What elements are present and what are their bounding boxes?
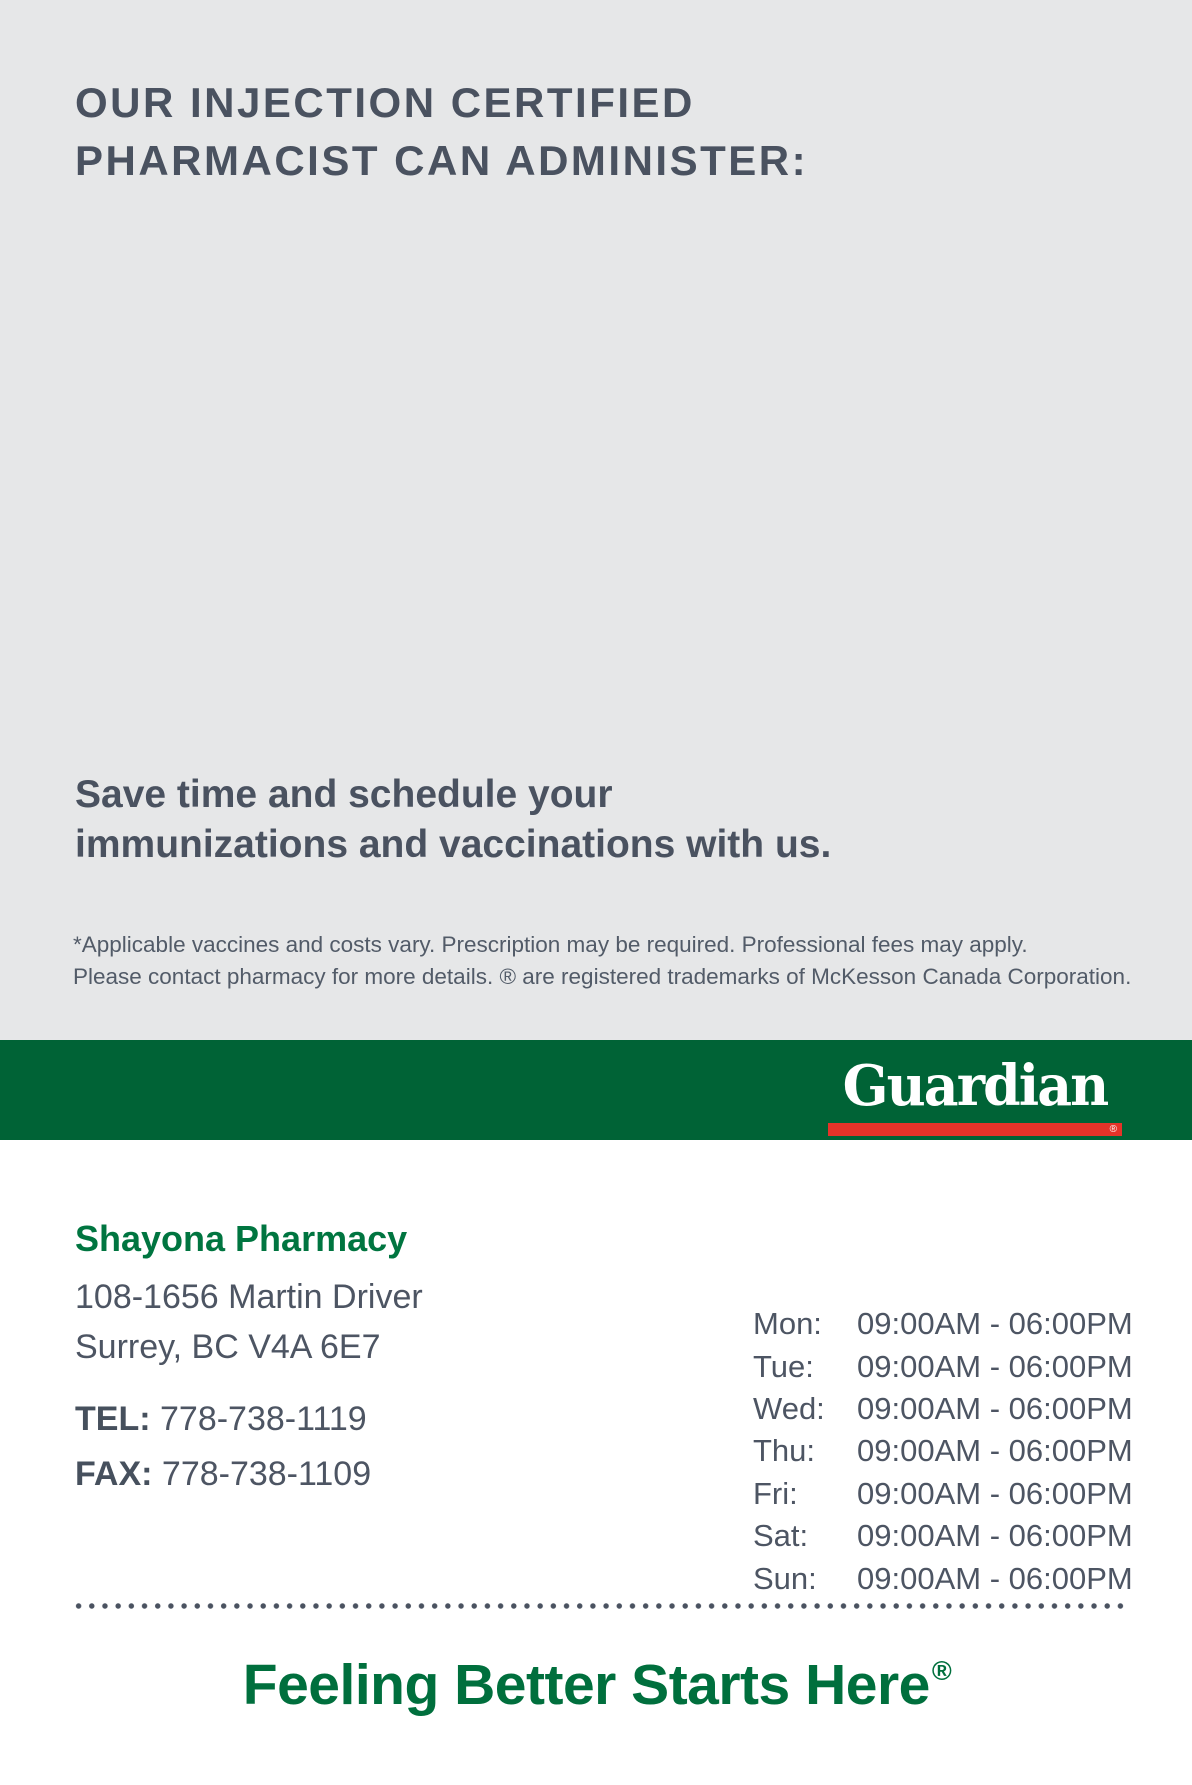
fax-label: FAX: — [75, 1455, 153, 1493]
page-title-line-1: OUR INJECTION CERTIFIED — [75, 79, 695, 126]
hours-row-thu — [753, 1430, 1133, 1472]
hours-day-label: Wed: — [753, 1390, 825, 1426]
hours-day-label: Fri: — [753, 1475, 798, 1511]
hours-row-sun — [753, 1557, 1133, 1599]
page-title — [75, 74, 808, 189]
store-info-section — [0, 1140, 1192, 1785]
save-time-line-1: Save time and schedule your — [75, 773, 613, 816]
store-address-line-1: 108-1656 Martin Driver — [75, 1278, 423, 1316]
hours-row-mon — [753, 1303, 1133, 1345]
save-time-message — [75, 770, 831, 870]
hours-day-label: Sat: — [753, 1518, 809, 1554]
hours-time-value: 09:00AM - 06:00PM — [857, 1306, 1133, 1342]
disclaimer-text — [73, 929, 1131, 993]
store-phone-numbers — [75, 1392, 371, 1502]
hours-time-value: 09:00AM - 06:00PM — [857, 1348, 1133, 1384]
hours-day-label: Sun: — [753, 1560, 817, 1596]
tagline-text: Feeling Better Starts Here — [242, 1653, 930, 1717]
store-name: Shayona Pharmacy — [75, 1218, 408, 1259]
tel-label: TEL: — [75, 1400, 151, 1438]
hours-day-label: Tue: — [753, 1348, 814, 1384]
store-fax-row — [75, 1447, 371, 1502]
store-address-line-2: Surrey, BC V4A 6E7 — [75, 1328, 381, 1366]
tel-number: 778-738-1119 — [160, 1400, 367, 1438]
hours-row-tue — [753, 1345, 1133, 1387]
brand-tagline — [0, 1652, 1192, 1718]
registered-trademark-icon: ® — [1109, 1124, 1117, 1135]
hours-time-value: 09:00AM - 06:00PM — [857, 1475, 1133, 1511]
guardian-logo — [828, 1053, 1122, 1136]
disclaimer-line-1: *Applicable vaccines and costs vary. Prescription may be required. Professional fees may apply. — [73, 932, 1028, 957]
dotted-divider — [72, 1601, 1128, 1611]
store-tel-row — [75, 1392, 371, 1447]
save-time-line-2: immunizations and vaccinations with us. — [75, 822, 832, 866]
hours-time-value: 09:00AM - 06:00PM — [857, 1433, 1133, 1469]
guardian-logo-wordmark: Guardian — [842, 1053, 1108, 1119]
page-title-line-2: PHARMACIST CAN ADMINISTER: — [75, 136, 809, 184]
hours-day-label: Thu: — [753, 1433, 816, 1469]
store-address — [75, 1272, 423, 1372]
store-hours-table — [753, 1303, 1133, 1600]
hours-time-value: 09:00AM - 06:00PM — [857, 1518, 1133, 1554]
hours-row-wed — [753, 1388, 1133, 1430]
hours-row-fri — [753, 1473, 1133, 1515]
hours-time-value: 09:00AM - 06:00PM — [857, 1560, 1133, 1596]
guardian-logo-red-underline — [828, 1123, 1122, 1136]
disclaimer-line-2: Please contact pharmacy for more details. ® are registered trademarks of McKesson Canada Corporation. — [73, 963, 1132, 989]
hours-day-label: Mon: — [753, 1306, 822, 1342]
fax-number: 778-738-1109 — [161, 1455, 372, 1493]
guardian-brand-banner — [0, 1040, 1192, 1140]
hours-time-value: 09:00AM - 06:00PM — [857, 1390, 1133, 1426]
hours-row-sat — [753, 1515, 1133, 1557]
tagline-registered-mark-icon: ® — [931, 1656, 952, 1686]
